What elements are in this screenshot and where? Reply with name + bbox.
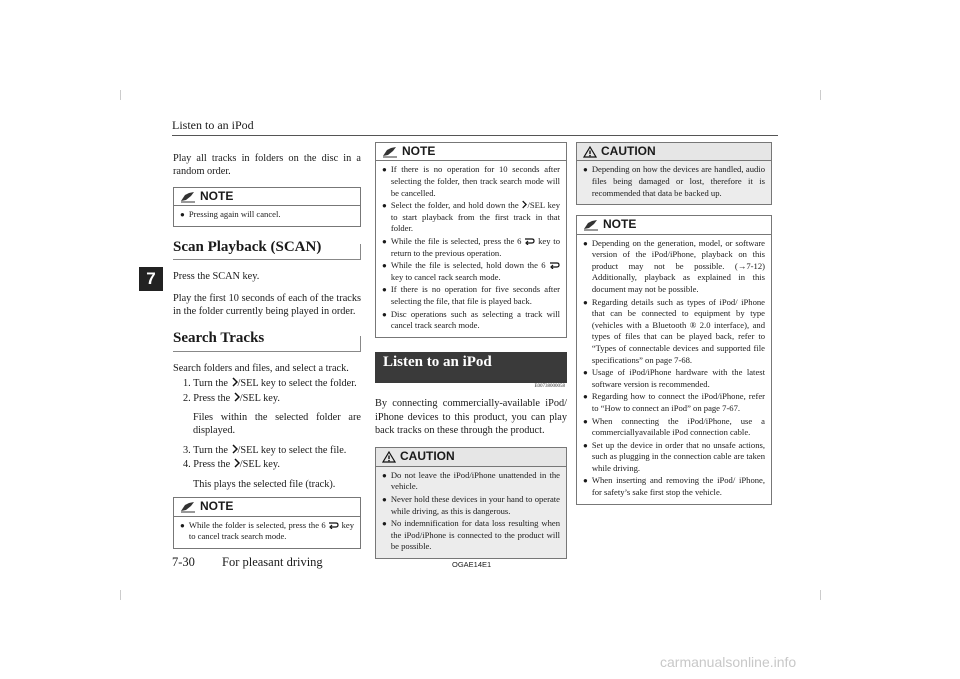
column-2: [375, 142, 567, 569]
watermark: carmanualsonline.info: [660, 654, 797, 670]
footer-section-name: For pleasant driving: [222, 555, 323, 569]
scan-paragraph-1: Press the SCAN key.: [173, 271, 260, 283]
step-4: 4. Press the /SEL key.: [183, 459, 280, 471]
warning-triangle-icon: [583, 146, 597, 158]
note-header: [376, 143, 566, 161]
note-header: [174, 188, 360, 206]
bullet-dot-icon: ●: [382, 165, 387, 175]
note-label: NOTE: [603, 217, 637, 232]
caution-box-ipod: [375, 447, 567, 559]
caution-box-data: [576, 142, 772, 205]
note-bullet: ● Depending on the generation, model, or software version of the iPod/iPhone, playback on this product may not be possible. (→7-12) Additionally, playback as explained in this document may not be possible.: [583, 237, 765, 294]
bullet-dot-icon: ●: [583, 416, 588, 426]
return-arrow-icon: [328, 521, 339, 529]
search-steps: [173, 377, 361, 491]
bullet-dot-icon: ●: [382, 201, 387, 211]
bullet-dot-icon: ●: [382, 236, 387, 246]
note-bullet: ● Select the folder, and hold down the /SEL key to start playback from the first track in that folder.: [382, 200, 561, 234]
note-bullet: ● Set up the device in order that no unsafe actions, such as plugging in the connection cable are taken while driving.: [583, 439, 765, 473]
section-code: E00738000058: [534, 383, 565, 389]
bullet-dot-icon: ●: [583, 165, 588, 175]
note-bullet: ● Regarding details such as types of iPod/ iPhone that can be connected to equipment by type (vehicles with a Bluetooth ® 2.0 interface), and types of files that can be played back, refer to “Types of connectable devices and supported file specifications” on page 7-68.: [583, 296, 765, 365]
caution-label: CAUTION: [601, 144, 656, 158]
note-bullet: ● While the file is selected, press the 6 key to return to the previous operation.: [382, 235, 560, 258]
section-bar-heading: [375, 352, 567, 389]
note-body: [577, 235, 771, 504]
warning-triangle-icon: [382, 451, 396, 463]
crop-mark: [120, 90, 121, 100]
bullet-dot-icon: ●: [382, 261, 387, 271]
note-bullet: ● Usage of iPod/iPhone hardware with the latest software version is recommended.: [583, 367, 765, 389]
section-heading-search: Search Tracks: [173, 332, 361, 351]
knob-icon: [231, 444, 238, 454]
note-body: [376, 161, 566, 336]
note-box-pressing: [173, 187, 361, 227]
note-pen-icon: [180, 191, 196, 203]
crop-mark: [120, 590, 121, 600]
chapter-tab: 7: [139, 267, 163, 291]
search-paragraph: Search folders and files, and select a track.: [173, 362, 349, 374]
knob-icon: [233, 458, 240, 468]
note-bullet: ● When inserting and removing the iPod/ iPhone, for safety’s sake first stop the vehicle.: [583, 475, 765, 498]
caution-header: [376, 448, 566, 466]
scan-paragraph-2: Play the first 10 seconds of each of the tracks in the folder currently being played in order.: [173, 292, 361, 318]
bullet-dot-icon: ●: [583, 238, 588, 248]
caution-bullet: ● Depending on how the devices are handled, audio files being damaged or lost, therefore it is recommended that data be backed up.: [583, 164, 765, 198]
crop-mark: [820, 90, 821, 100]
bullet-dot-icon: ●: [180, 210, 185, 220]
caution-bullet: ● Never hold these devices in your hand to operate while driving, as this is dangerous.: [382, 493, 560, 516]
note-box-folder: [173, 497, 361, 549]
bullet-dot-icon: ●: [583, 368, 588, 378]
note-label: NOTE: [402, 144, 436, 158]
note-pen-icon: [382, 146, 398, 158]
knob-icon: [233, 392, 240, 402]
bullet-dot-icon: ●: [583, 476, 588, 486]
note-header: [174, 498, 360, 516]
caution-header: [577, 143, 771, 161]
step-4-detail: This plays the selected file (track).: [193, 478, 336, 490]
knob-icon: [231, 377, 238, 387]
page-header-title: Listen to an iPod: [172, 118, 254, 132]
note-bullet: ● While the file is selected, hold down the 6 key to cancel rack search mode.: [382, 260, 560, 283]
step-1: 1. Turn the /SEL key to select the folder.: [183, 378, 357, 390]
note-bullet: ● Disc operations such as selecting a track will cancel track search mode.: [382, 308, 560, 331]
caution-bullet: ● No indemnification for data loss resulting when the iPod/iPhone is connected to the product will be possible.: [382, 518, 560, 552]
note-box-ipod: [576, 215, 772, 504]
caution-bullet: ● Do not leave the iPod/iPhone unattended in the vehicle.: [382, 469, 560, 492]
intro-paragraph: Play all tracks in folders on the disc in a random order.: [173, 153, 361, 178]
footer-doc-code: OGAE14E1: [452, 560, 492, 569]
section-bar-title: Listen to an iPod: [383, 353, 492, 370]
bullet-dot-icon: ●: [382, 285, 387, 295]
section-heading-scan: Scan Playback (SCAN): [173, 241, 361, 260]
note-header: [577, 216, 771, 234]
note-pen-icon: [180, 501, 196, 513]
note-body: [174, 206, 360, 226]
step-3: 3. Turn the /SEL key to select the file.: [183, 444, 347, 456]
bullet-dot-icon: ●: [382, 494, 387, 504]
note-body: [174, 517, 360, 548]
bullet-dot-icon: ●: [583, 440, 588, 450]
bullet-dot-icon: ●: [382, 470, 387, 480]
note-pen-icon: [583, 219, 599, 231]
ipod-intro-paragraph: By connecting commercially-available iPod/ iPhone devices to this product, you can play back tracks on these through the product.: [375, 398, 567, 436]
note-bullet: ● If there is no operation for five seconds after selecting the file, that file is played back.: [382, 284, 560, 306]
note-box-search: [375, 142, 567, 338]
note-bullet: ● While the folder is selected, press the 6 key to cancel track search mode.: [180, 519, 354, 542]
bullet-dot-icon: ●: [583, 297, 588, 307]
column-1: [173, 152, 361, 559]
caution-body: [577, 161, 771, 204]
return-arrow-icon: [549, 261, 560, 269]
column-3: [576, 142, 772, 515]
step-2: 2. Press the /SEL key.: [183, 392, 280, 404]
step-2-detail: Files within the selected folder are displayed.: [193, 412, 361, 437]
note-bullet: ● If there is no operation for 10 seconds after selecting the folder, then track search mode will be cancelled.: [382, 164, 560, 198]
note-label: NOTE: [200, 188, 234, 203]
note-bullet: ● Regarding how to connect the iPod/iPhone, refer to “How to connect an iPod” on page 7-67.: [583, 391, 765, 413]
footer-page-number: 7-30: [172, 555, 195, 569]
bullet-dot-icon: ●: [180, 520, 185, 530]
caution-body: [376, 467, 566, 558]
note-bullet: ● Pressing again will cancel.: [180, 209, 281, 220]
bullet-dot-icon: ●: [382, 519, 387, 529]
bullet-dot-icon: ●: [583, 392, 588, 402]
return-arrow-icon: [524, 237, 535, 245]
bullet-dot-icon: ●: [382, 309, 387, 319]
header-rule: [172, 135, 778, 136]
caution-label: CAUTION: [400, 449, 455, 464]
note-label: NOTE: [200, 499, 234, 514]
crop-mark: [820, 590, 821, 600]
note-bullet: ● When connecting the iPod/iPhone, use a commerciallyavailable iPod connection cable.: [583, 415, 765, 438]
